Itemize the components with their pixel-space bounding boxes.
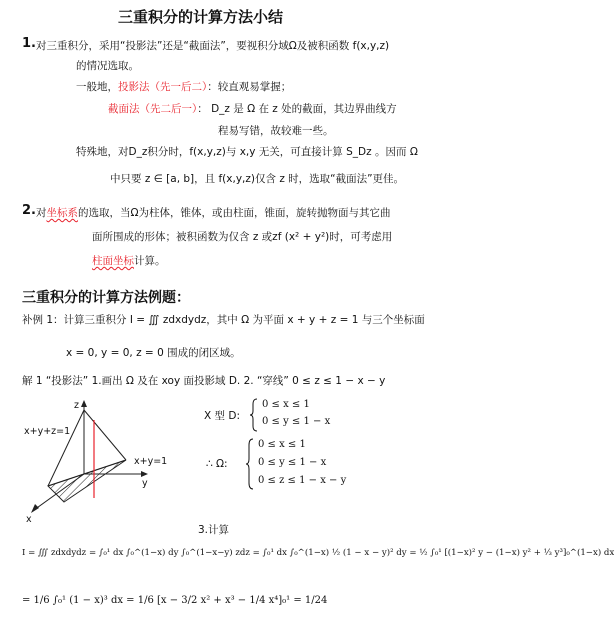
omega-condition-2: 0 ≤ y ≤ 1 − x: [258, 457, 327, 468]
z-axis-label: z: [74, 400, 79, 411]
x-axis-label: x: [26, 514, 32, 525]
section2-line3: [92, 253, 166, 268]
text-rest: ： D_z 是 Ω 在 z 处的截面，其边界曲线方: [197, 103, 397, 115]
example1-line2: x = 0, y = 0, z = 0 围成的闭区域。: [66, 347, 241, 359]
section2-line2: 面所围成的形体；被积函数为仅含 z 或zf (x² + y²)时，可考虑用: [92, 231, 393, 243]
section2-line1: [36, 205, 391, 220]
y-axis-label: y: [142, 478, 148, 489]
projection-region-hatch: [48, 460, 126, 502]
xtype-label: X 型 D:: [204, 410, 240, 422]
text-prefix: 一般地，: [76, 81, 118, 93]
section-method-label: 截面法（先二后一）: [108, 103, 198, 115]
brace-d: [250, 398, 258, 432]
edge-top-x: [48, 410, 84, 486]
computation-line1: I = ∭ zdxdydz = ∫₀¹ dx ∫₀^(1−x) dy ∫₀^(1−x−y) zdz = ∫₀¹ dx ∫₀^(1−x) ½ (1 − x − y)² dy = ½ ∫₀¹ [(1−x)² y − (1−x) y² + ⅓ y³]₀^(1−x) dx: [22, 548, 614, 558]
line-label: x+y=1: [134, 456, 168, 467]
step3-label: 3.计算: [198, 524, 230, 536]
projection-method-label: 投影法（先一后二）: [118, 81, 208, 93]
section1-line5: 程易写错，故较难一些。: [218, 125, 334, 137]
section1-line1: 对三重积分，采用“投影法”还是“截面法”，要视积分域Ω及被积函数 f(x,y,z): [36, 40, 390, 52]
text-rest: ：较直观易掌握；: [207, 81, 292, 93]
omega-label: ∴ Ω:: [206, 458, 228, 470]
text-rest: 计算。: [134, 255, 166, 267]
section1-line2: 的情况选取。: [76, 60, 139, 72]
z-axis-arrow: [81, 400, 87, 407]
omega-condition-3: 0 ≤ z ≤ 1 − x − y: [258, 475, 347, 486]
edge-top-y: [84, 410, 126, 460]
example1-line1: 补例 1：计算三重积分 I = ∭ zdxdydz，其中 Ω 为平面 x + y + z = 1 与三个坐标面: [22, 314, 425, 326]
section-number: 2.: [22, 203, 36, 218]
section1-line6: 特殊地，对D_z积分时，f(x,y,z)与 x,y 无关，可直接计算 S_Dz 。因而 Ω: [76, 146, 418, 158]
d-condition-1: 0 ≤ x ≤ 1: [262, 399, 310, 410]
region-figure: [22, 398, 182, 526]
plane-label: x+y+z=1: [24, 426, 71, 437]
section1-line4: [108, 101, 397, 116]
x-axis-arrow: [31, 504, 39, 513]
page-title: 三重积分的计算方法小结: [118, 8, 284, 26]
text-prefix: 对: [36, 207, 47, 219]
section1-line7: 中只要 z ∈ [a, b]，且 f(x,y,z)仅含 z 时，选取“截面法”更佳。: [110, 173, 405, 185]
section1-line3: [76, 79, 291, 94]
omega-condition-1: 0 ≤ x ≤ 1: [258, 439, 306, 450]
coordinate-system-label: 坐标系: [46, 207, 78, 219]
y-axis-arrow: [141, 471, 148, 477]
section-number: 1.: [22, 36, 36, 51]
brace-omega: [246, 438, 254, 490]
examples-title: 三重积分的计算方法例题：: [22, 290, 190, 306]
cylindrical-coords-label: 柱面坐标: [92, 255, 134, 267]
solution1-line: 解 1 “投影法” 1.画出 Ω 及在 xoy 面投影域 D. 2. “穿线” 0 ≤ z ≤ 1 − x − y: [22, 375, 386, 387]
text-rest: 的选取，当Ω为柱体，锥体，或由柱面，锥面，旋转抛物面与其它曲: [78, 207, 391, 219]
computation-line2: = 1/6 ∫₀¹ (1 − x)³ dx = 1/6 [x − 3/2 x² + x³ − 1/4 x⁴]₀¹ = 1/24: [22, 595, 328, 606]
d-condition-2: 0 ≤ y ≤ 1 − x: [262, 416, 331, 427]
